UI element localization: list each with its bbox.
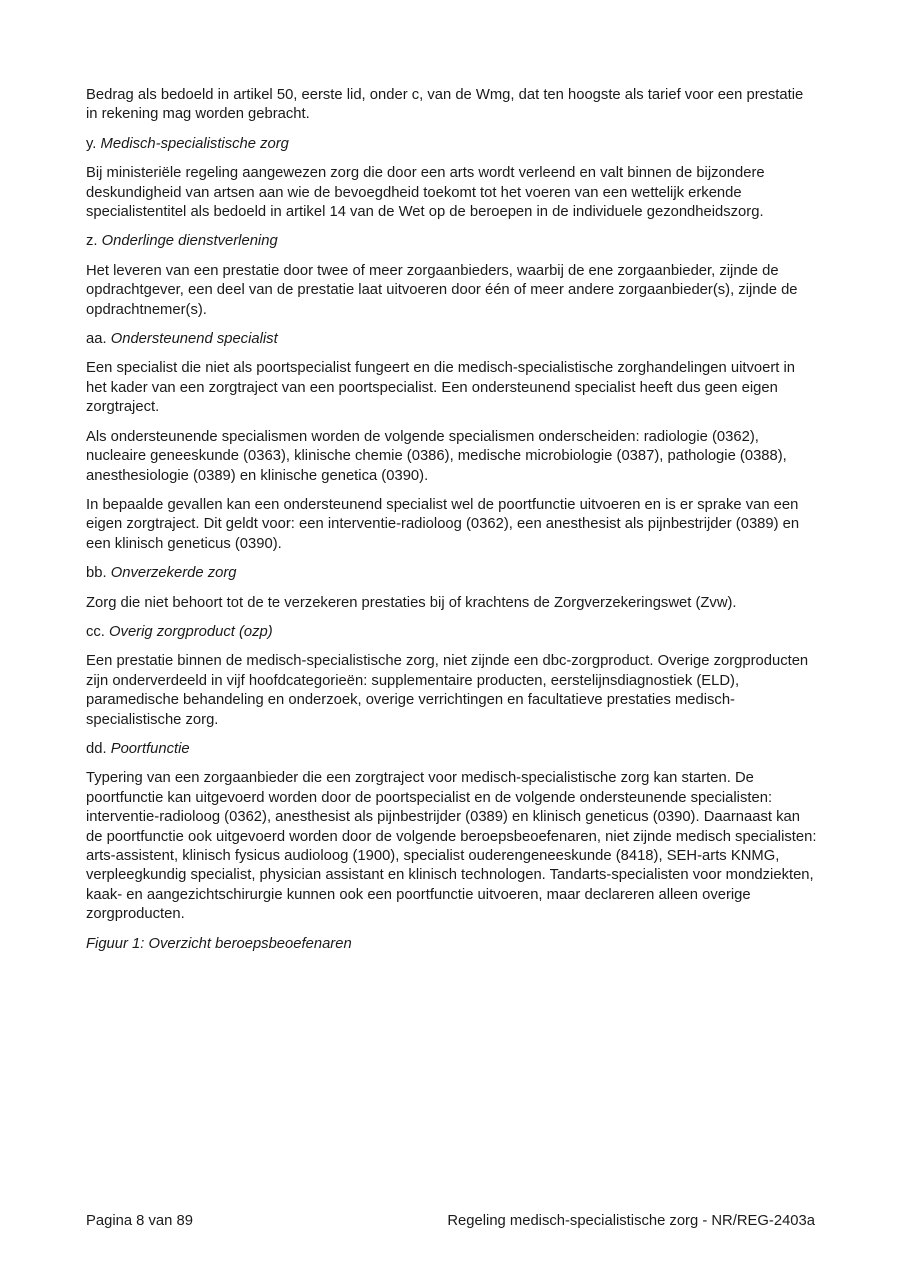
paragraph-medisch-specialistische-zorg: Bij ministeriële regeling aangewezen zorg die door een arts wordt verleend en valt binnen de bijzondere deskundigheid van artsen aan wie de bevoegdheid toekomt tot het voeren van een wettelijk erkende specialistentitel als bedoeld in artikel 14 van de Wet op de beroepen in de individuele gezondheidszorg.	[86, 165, 765, 221]
document-reference: Regeling medisch-specialistische zorg - NR/REG-2403a	[447, 1213, 815, 1229]
figure-1-area	[86, 964, 818, 1194]
section-heading-z	[86, 232, 818, 251]
section-letter: z.	[86, 233, 98, 250]
section-title: Medisch-specialistische zorg	[100, 135, 289, 152]
paragraph-onverzekerde-zorg: Zorg die niet behoort tot de te verzekeren prestaties bij of krachtens de Zorgverzekeringswet (Zvw).	[86, 594, 737, 611]
paragraph-overig-zorgproduct: Een prestatie binnen de medisch-specialistische zorg, niet zijnde een dbc-zorgproduct. Overige zorgproducten zijn onderverdeeld in vijf hoofdcategorieën: supplementaire producten, eerstelijnsdiagnostiek (ELD), paramedische behandeling en onderzoek, overige verrichtingen en facultatieve prestaties medisch-specialistische zorg.	[86, 653, 809, 728]
paragraph-onderlinge-dienstverlening: Het leveren van een prestatie door twee of meer zorgaanbieders, waarbij de ene zorgaanbieder, zijnde de opdrachtgever, een deel van de prestatie laat uitvoeren door één of meer andere zorgaanbieder(s), zijnde de opdrachtnemer(s).	[86, 262, 798, 318]
section-heading-bb	[86, 564, 818, 583]
paragraph-ondersteunend-specialist-3: In bepaalde gevallen kan een ondersteunend specialist wel de poortfunctie uitvoeren en is er sprake van een eigen zorgtraject. Dit geldt voor: een interventie-radioloog (0362), een anesthesist als pijnbestrijder (0389) en een klinisch geneticus (0390).	[86, 496, 800, 552]
section-title: Onderlinge dienstverlening	[101, 233, 278, 250]
section-letter: dd.	[86, 740, 107, 757]
page-footer	[86, 1212, 815, 1231]
section-heading-aa	[86, 330, 818, 349]
section-heading-y	[86, 135, 818, 154]
section-letter: bb.	[86, 565, 107, 582]
section-letter: aa.	[86, 331, 107, 348]
section-title: Overig zorgproduct (ozp)	[109, 623, 273, 640]
section-letter: y.	[86, 135, 97, 152]
section-title: Ondersteunend specialist	[110, 331, 278, 348]
section-heading-cc	[86, 623, 818, 642]
paragraph-bedrag: Bedrag als bedoeld in artikel 50, eerste lid, onder c, van de Wmg, dat ten hoogste als tarief voor een prestatie in rekening mag worden gebracht.	[86, 87, 804, 123]
paragraph-poortfunctie: Typering van een zorgaanbieder die een zorgtraject voor medisch-specialistische zorg kan starten. De poortfunctie kan uitgevoerd worden door de poortspecialist en de volgende ondersteunende specialisten: interventie-radioloog (0362), anesthesist als pijnbestrijder (0389) en klinisch geneticus (0390). Daarnaast kan de poortfunctie ook uitgevoerd worden door de volgende beroepsbeoefenaren, niet zijnde medisch specialisten: arts-assistent, klinisch fysicus audioloog (1900), specialist ouderengeneeskunde (8418), SEH-arts KNMG, verpleegkundig specialist, physician assistant en klinisch technologen. Tandarts-specialisten voor mondziekten, kaak- en aangezichtschirurgie kunnen ook een poortfunctie uitvoeren, maar declareren alleen overige zorgproducten.	[86, 770, 817, 923]
page-number: Pagina 8 van 89	[86, 1213, 193, 1229]
paragraph-ondersteunend-specialist-2: Als ondersteunende specialismen worden de volgende specialismen onderscheiden: radiologie (0362), nucleaire geneeskunde (0363), klinische chemie (0386), medische microbiologie (0387), pathologie (0388), anesthesiologie (0389) en klinische genetica (0390).	[86, 428, 787, 484]
section-title: Poortfunctie	[110, 740, 190, 757]
paragraph-ondersteunend-specialist-1: Een specialist die niet als poortspecialist fungeert en die medisch-specialistische zorghandelingen uitvoert in het kader van een zorgtraject van een poortspecialist. Een ondersteunend specialist heeft dus geen eigen zorgtraject.	[86, 360, 796, 416]
section-title: Onverzekerde zorg	[110, 565, 237, 582]
section-letter: cc.	[86, 623, 105, 640]
document-content	[86, 86, 818, 1194]
section-heading-dd	[86, 740, 818, 759]
figure-caption: Figuur 1: Overzicht beroepsbeoefenaren	[86, 935, 352, 952]
